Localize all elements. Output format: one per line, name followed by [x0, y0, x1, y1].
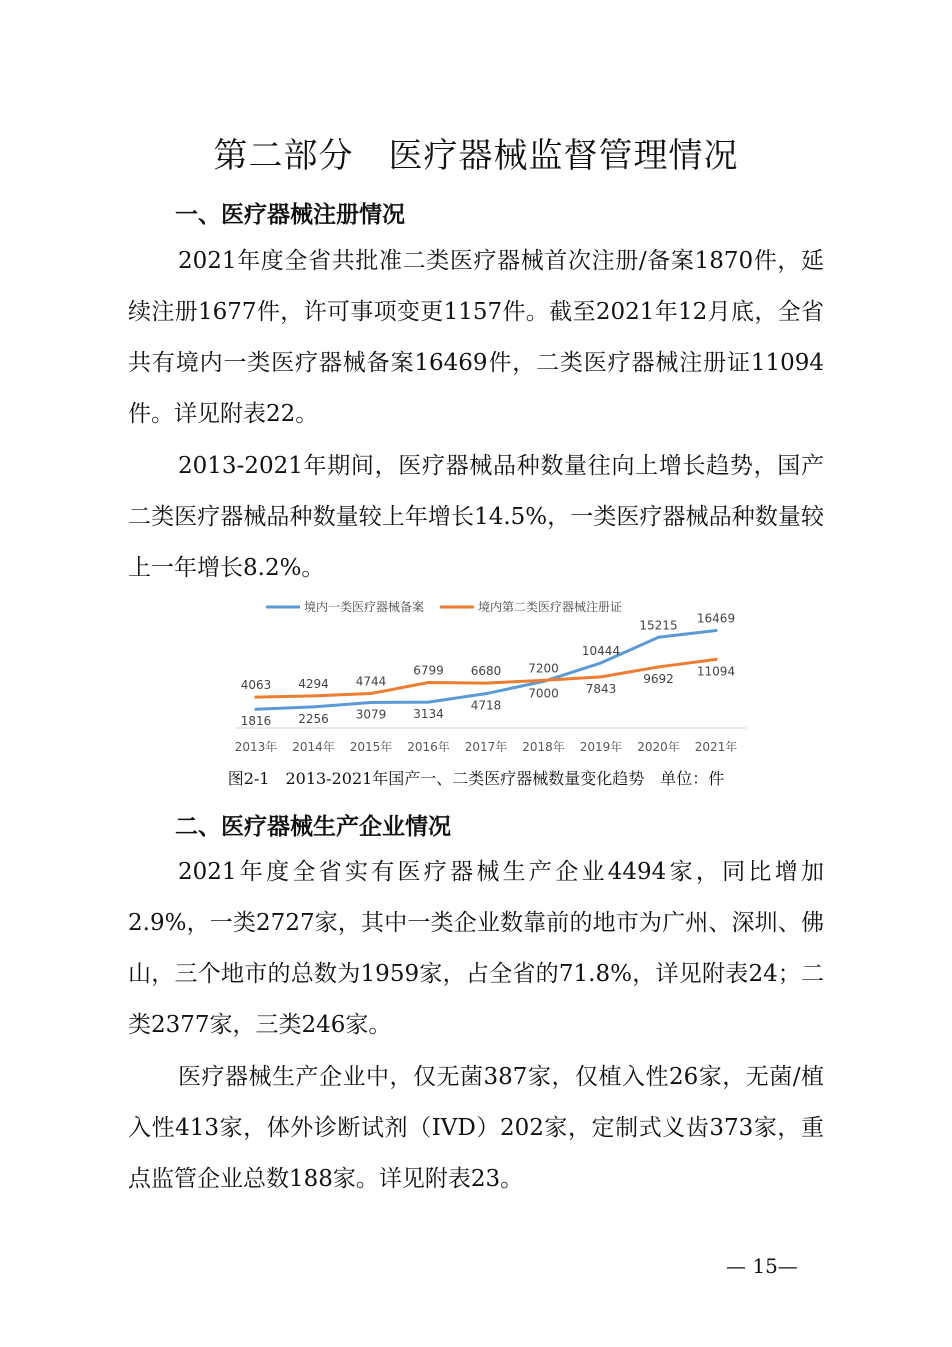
data-label: 4718: [470, 698, 502, 713]
data-label: 15215: [639, 618, 678, 633]
series-point-0: [370, 701, 373, 704]
x-tick-label: 2017年: [464, 740, 508, 754]
x-tick-label: 2013年: [234, 740, 278, 754]
trend-chart: [226, 595, 756, 763]
series-point-1: [312, 694, 315, 697]
series-point-1: [485, 682, 488, 685]
series-point-1: [600, 675, 603, 678]
data-label: 4294: [298, 676, 329, 691]
section-heading-enterprises: 二、医疗器械生产企业情况: [175, 814, 451, 840]
data-label: 16469: [696, 611, 736, 626]
data-label: 4744: [355, 674, 387, 689]
enterprises-paragraph-2: 医疗器械生产企业中，仅无菌387家，仅植入性26家，无菌/植入性413家，体外诊断试剂（IVD）202家，定制式义齿373家，重点监管企业总数188家。详见附表23。: [128, 1064, 824, 1192]
x-tick-label: 2014年: [292, 740, 335, 754]
series-point-1: [715, 658, 718, 661]
series-point-0: [427, 701, 430, 704]
registration-paragraph-2: 2013-2021年期间，医疗器械品种数量往向上增长趋势，国产二类医疗器械品种数量较上年增长14.5%，一类医疗器械品种数量较上一年增长8.2%。: [128, 453, 824, 581]
legend-label-1: 境内第二类医疗器械注册证: [478, 600, 623, 614]
x-tick-label: 2018年: [522, 740, 565, 754]
series-point-0: [715, 629, 718, 632]
series-point-0: [255, 708, 258, 711]
x-tick-label: 2015年: [349, 740, 393, 754]
page-title: 第二部分 医疗器械监督管理情况: [213, 136, 739, 176]
series-point-0: [485, 692, 488, 695]
data-label: 6799: [413, 663, 444, 678]
trend-chart-svg: [226, 595, 756, 763]
data-label: 3079: [355, 707, 387, 722]
data-label: 6680: [470, 664, 502, 679]
section-heading-registration: 一、医疗器械注册情况: [175, 202, 405, 228]
data-label: 2256: [298, 711, 329, 726]
data-label: 11094: [696, 664, 736, 679]
series-point-1: [542, 679, 545, 682]
x-tick-label: 2020年: [637, 740, 680, 754]
series-point-1: [427, 681, 430, 684]
series-point-0: [600, 661, 603, 664]
data-label: 3134: [413, 707, 444, 722]
data-label: 7200: [528, 661, 559, 676]
series-point-0: [312, 705, 315, 708]
x-tick-label: 2021年: [694, 740, 738, 754]
data-label: 7843: [585, 681, 617, 696]
data-label: 4063: [240, 678, 272, 693]
data-label: 1816: [240, 714, 272, 729]
enterprises-paragraph-1: 2021年度全省实有医疗器械生产企业4494家，同比增加2.9%，一类2727家，其中一类企业数靠前的地市为广州、深圳、佛山，三个地市的总数为1959家，占全省的71.8%，详见附表24；二类2377家，三类246家。: [128, 859, 824, 1038]
x-tick-label: 2019年: [579, 740, 623, 754]
series-point-1: [255, 696, 258, 699]
figure-caption: 图2-1 2013-2021年国产一、二类医疗器械数量变化趋势 单位：件: [227, 769, 725, 788]
x-tick-label: 2016年: [407, 740, 450, 754]
data-label: 9692: [643, 671, 674, 686]
data-label: 10444: [581, 643, 621, 658]
registration-paragraph-1: 2021年度全省共批准二类医疗器械首次注册/备案1870件，延续注册1677件，许可事项变更1157件。截至2021年12月底，全省共有境内一类医疗器械备案16469件，二类医疗器械注册证11094件。详见附表22。: [128, 248, 824, 427]
series-point-0: [657, 636, 660, 639]
series-point-1: [657, 665, 660, 668]
legend-label-0: 境内一类医疗器械备案: [304, 600, 425, 614]
page-number: — 15—: [726, 1254, 798, 1278]
series-point-1: [370, 692, 373, 695]
data-label: 7000: [528, 686, 559, 701]
